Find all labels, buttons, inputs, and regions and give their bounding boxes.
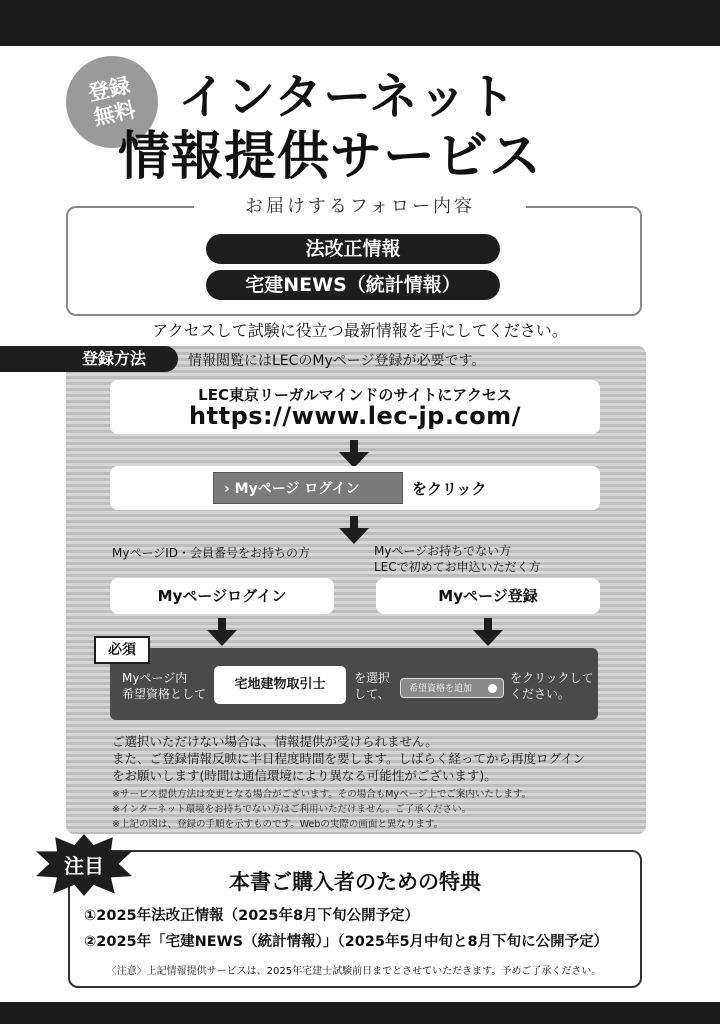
bottom-bar (0, 1002, 720, 1024)
required-tag: 必須 (94, 636, 150, 664)
follow-item-news: 宅建NEWS（統計情報） (206, 270, 500, 300)
bonus-item: ②2025年「宅建NEWS（統計情報）」（2025年5月中旬と8月下旬に公開予定） (84, 934, 609, 950)
follow-item-law-revision: 法改正情報 (206, 234, 500, 264)
arrow-down-icon (207, 618, 237, 648)
badge-line2: 無料 (91, 97, 138, 130)
site-access-text: LEC東京リーガルマインドのサイトにアクセス (198, 386, 512, 404)
mypage-login-button[interactable] (213, 472, 403, 504)
click-instruction: をクリック (412, 480, 487, 498)
step-text1-line1: Myページ内 (122, 671, 188, 685)
bonus-item: ①2025年法改正情報（2025年8月下旬公開予定） (84, 908, 420, 924)
bonus-title: 本書ご購入者のための特典 (229, 870, 481, 894)
small-note: ※インターネット環境をお持ちでない方はご利用いただけません。ご了承ください。 (112, 804, 472, 815)
access-message: アクセスして試験に役立つ最新情報を手にしてください。 (152, 321, 568, 340)
mypage-login-label: Myページ ログイン (234, 481, 360, 497)
step-text3-line1: をクリックして (510, 671, 594, 685)
registration-label: 登録方法 (82, 349, 147, 368)
small-note: ※上記の図は、登録の手順を示すものです。Webの実際の画面と異なります。 (112, 819, 444, 830)
info-line: ご選択いただけない場合は、情報提供が受けられません。 (112, 734, 438, 749)
info-line: をお願いします(時間は通信環境により異なる可能性がございます)。 (112, 768, 497, 783)
step-text2-line1: を選択 (354, 671, 391, 685)
registration-note: 情報閲覧にはLECのMyページ登録が必要です。 (188, 353, 486, 369)
chevron-right-icon: › (224, 481, 230, 497)
badge-line1: 登録 (86, 73, 133, 106)
top-bar (0, 0, 720, 46)
page-title-line2: 情報提供サービス (118, 127, 543, 187)
info-line: また、ご登録情報反映に半日程度時間を要します。しばらく経ってから再度ログイン (112, 751, 586, 766)
bonus-note: 〈注意〉上記情報提供サービスは、2025年宅建士試験前日までとさせていただきます。予めご了承ください。 (106, 966, 602, 977)
page-title-line1: インターネット (178, 69, 517, 125)
step-text2-line2: して、 (354, 687, 390, 701)
arrow-down-icon (339, 516, 369, 546)
attention-label: 注目 (64, 854, 104, 878)
step-text3-line2: ください。 (510, 687, 571, 701)
follow-contents-heading: お届けするフォロー内容 (194, 194, 526, 220)
qualification-option[interactable]: 宅地建物取引士 (214, 666, 346, 704)
no-id-text-line2: LECで初めてお申込いただく方 (374, 560, 541, 574)
choice-mypage-login-button[interactable]: Myページログイン (110, 578, 334, 614)
arrow-down-icon (473, 618, 503, 648)
arrow-circle-icon (488, 684, 497, 693)
choice-mypage-register-button[interactable]: Myページ登録 (376, 578, 600, 614)
no-id-text-line1: Myページお持ちでない方 (374, 544, 512, 558)
add-qualification-button[interactable] (400, 678, 504, 698)
site-url-link[interactable]: https://www.lec-jp.com/ (189, 402, 521, 430)
have-id-text: MyページID・会員番号をお持ちの方 (112, 546, 310, 560)
step-text1-line2: 希望資格として (122, 687, 207, 701)
add-qualification-label: 希望資格を追加 (409, 684, 473, 694)
small-note: ※サービス提供方法は変更となる場合がございます。その場合もMyページ上でご案内いたします。 (112, 789, 532, 800)
